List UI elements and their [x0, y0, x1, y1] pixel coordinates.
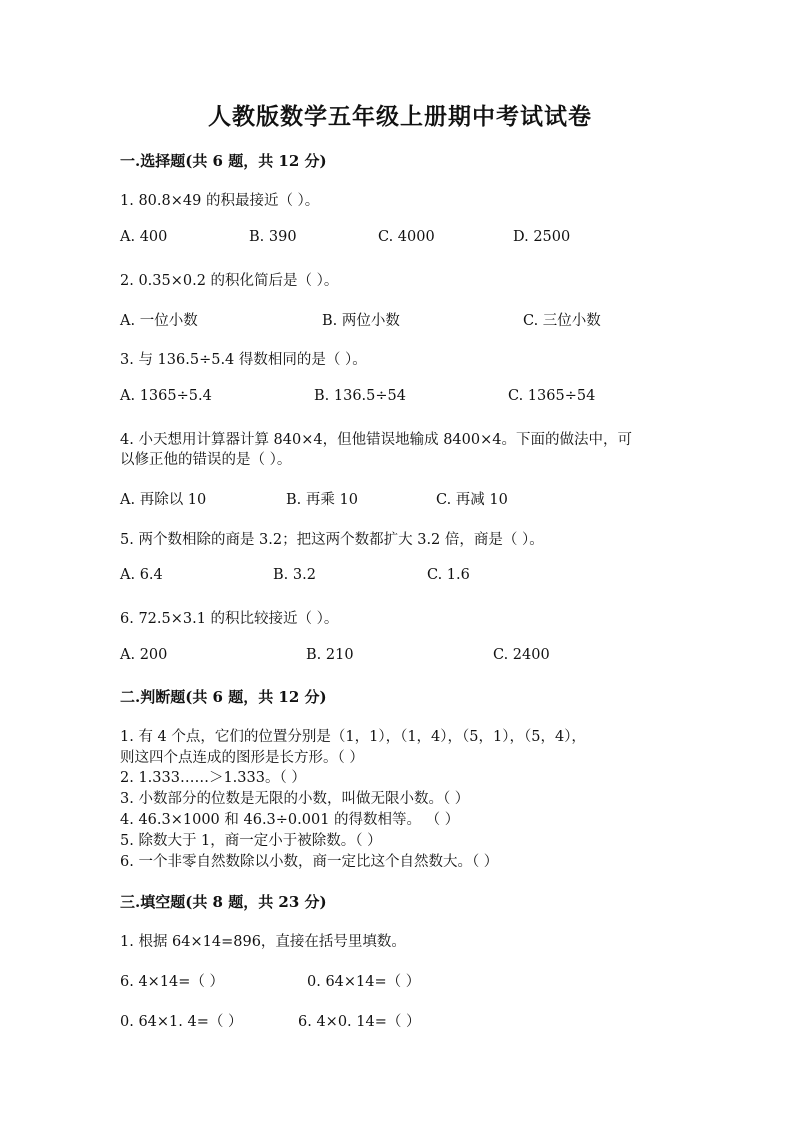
option-c: C. 1365÷54 [508, 388, 596, 404]
section-heading-fill-blank: 三.填空题(共 8 题，共 23 分) [120, 893, 327, 911]
statement-text: 5. 除数大于 1，商一定小于被除数。（ ） [120, 833, 382, 849]
option-c: C. 再减 10 [436, 492, 508, 508]
section-heading-choice: 一.选择题(共 6 题，共 12 分) [120, 152, 327, 170]
question-text-continued: 以修正他的错误的是（ ）。 [120, 452, 292, 468]
option-a: A. 200 [120, 647, 168, 663]
option-b: B. 136.5÷54 [314, 388, 406, 404]
option-b: B. 3.2 [273, 567, 316, 583]
statement-text: 2. 1.333……＞1.333。（ ） [120, 770, 306, 786]
blank-expression: 0. 64×1. 4=（ ） [120, 1014, 243, 1030]
statement-text: 6. 一个非零自然数除以小数，商一定比这个自然数大。（ ） [120, 854, 499, 870]
statement-text: 1. 有 4 个点，它们的位置分别是（1，1），（1，4），（5，1），（5，4）， [120, 729, 586, 745]
option-b: B. 两位小数 [322, 313, 400, 329]
option-a: A. 400 [120, 229, 168, 245]
option-a: A. 1365÷5.4 [120, 388, 212, 404]
statement-text-continued: 则这四个点连成的图形是长方形。（ ） [120, 750, 364, 766]
option-c: C. 三位小数 [523, 313, 601, 329]
blank-expression: 6. 4×14=（ ） [120, 974, 225, 990]
blank-expression: 6. 4×0. 14=（ ） [298, 1014, 421, 1030]
question-text: 3. 与 136.5÷5.4 得数相同的是（ ）。 [120, 352, 367, 368]
question-text: 2. 0.35×0.2 的积化简后是（ ）。 [120, 273, 339, 289]
question-text: 1. 80.8×49 的积最接近（ ）。 [120, 193, 320, 209]
option-c: C. 2400 [493, 647, 550, 663]
question-text: 5. 两个数相除的商是 3.2；把这两个数都扩大 3.2 倍，商是（ ）。 [120, 532, 544, 548]
statement-text: 3. 小数部分的位数是无限的小数，叫做无限小数。（ ） [120, 791, 470, 807]
option-a: A. 再除以 10 [120, 492, 207, 508]
statement-text: 4. 46.3×1000 和 46.3÷0.001 的得数相等。 （ ） [120, 812, 460, 828]
option-a: A. 6.4 [120, 567, 163, 583]
option-c: C. 1.6 [427, 567, 470, 583]
option-b: B. 210 [306, 647, 354, 663]
page-title: 人教版数学五年级上册期中考试试卷 [208, 103, 592, 130]
option-b: B. 390 [249, 229, 297, 245]
question-text: 4. 小天想用计算器计算 840×4，但他错误地输成 8400×4。下面的做法中，可 [120, 432, 632, 448]
option-a: A. 一位小数 [120, 313, 198, 329]
section-heading-judgement: 二.判断题(共 6 题，共 12 分) [120, 688, 327, 706]
question-text: 1. 根据 64×14=896，直接在括号里填数。 [120, 934, 406, 950]
blank-expression: 0. 64×14=（ ） [307, 974, 421, 990]
option-d: D. 2500 [513, 229, 571, 245]
question-text: 6. 72.5×3.1 的积比较接近（ ）。 [120, 611, 339, 627]
option-c: C. 4000 [378, 229, 435, 245]
option-b: B. 再乘 10 [286, 492, 358, 508]
